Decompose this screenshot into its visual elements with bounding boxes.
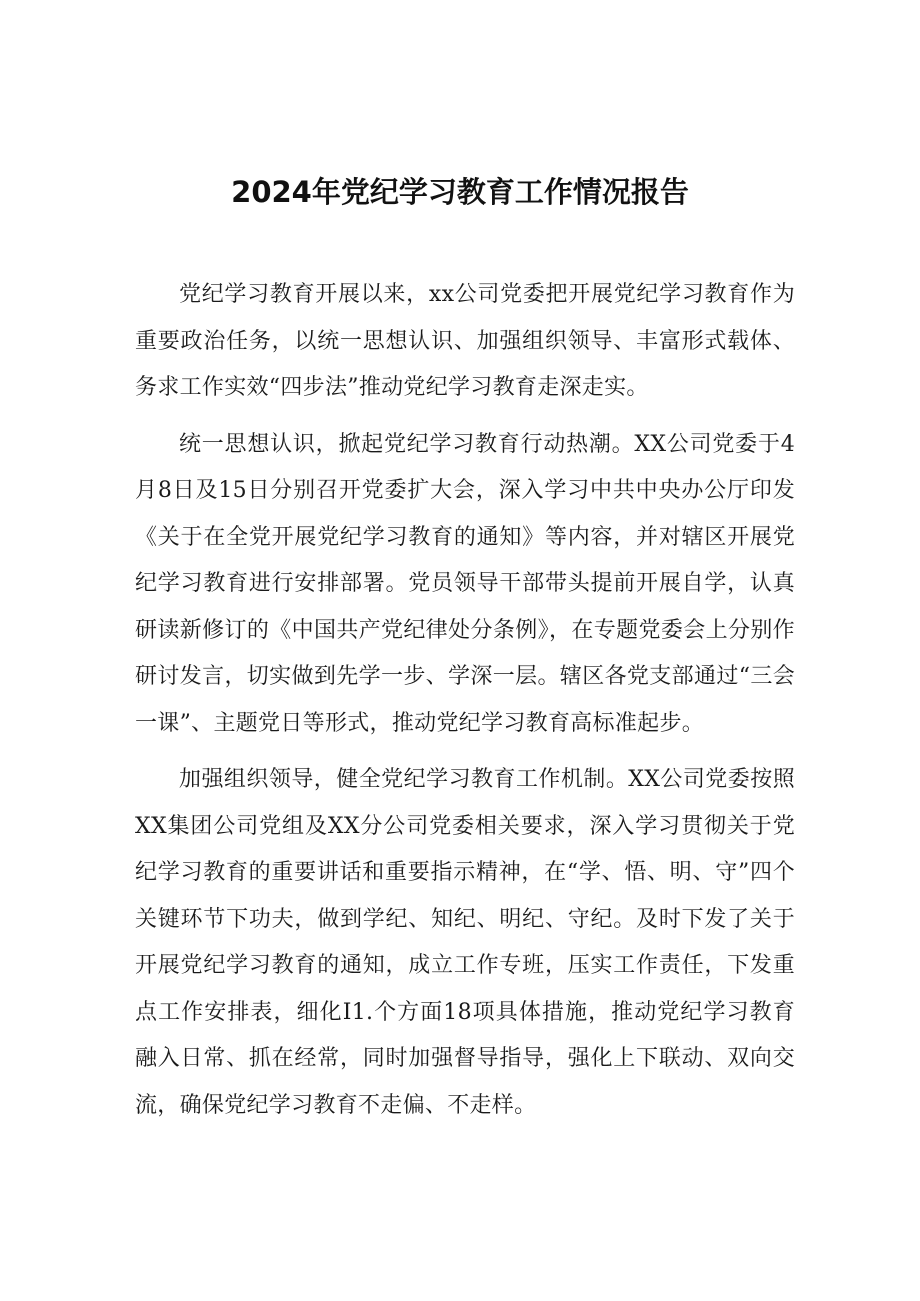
document-title: 2024年党纪学习教育工作情况报告 [231, 175, 689, 209]
paragraph-intro: 党纪学习教育开展以来，xx公司党委把开展党纪学习教育作为重要政治任务，以统一思想认识、加强组织领导、丰富形式载体、务求工作实效“四步法”推动党纪学习教育走深走实。 [135, 282, 795, 400]
document-body [135, 272, 795, 1139]
paragraph-strengthen-leadership: 加强组织领导，健全党纪学习教育工作机制。XX公司党委按照XX集团公司党组及XX分公司党委相关要求，深入学习贯彻关于党纪学习教育的重要讲话和重要指示精神，在“学、悟、明、守”四个关键环节下功夫，做到学纪、知纪、明纪、守纪。及时下发了关于开展党纪学习教育的通知，成立工作专班，压实工作责任，下发重点工作安排表，细化I1.个方面18项具体措施，推动党纪学习教育融入日常、抓在经常，同时加强督导指导，强化上下联动、双向交流，确保党纪学习教育不走偏、不走样。 [135, 767, 795, 1118]
paragraph-unify-thinking: 统一思想认识，掀起党纪学习教育行动热潮。XX公司党委于4月8日及15日分别召开党委扩大会，深入学习中共中央办公厅印发《关于在全党开展党纪学习教育的通知》等内容，并对辖区开展党纪学习教育进行安排部署。党员领导干部带头提前开展自学，认真研读新修订的《中国共产党纪律处分条例》，在专题党委会上分别作研讨发言，切实做到先学一步、学深一层。辖区各党支部通过“三会一课”、主题党日等形式，推动党纪学习教育高标准起步。 [135, 431, 795, 736]
